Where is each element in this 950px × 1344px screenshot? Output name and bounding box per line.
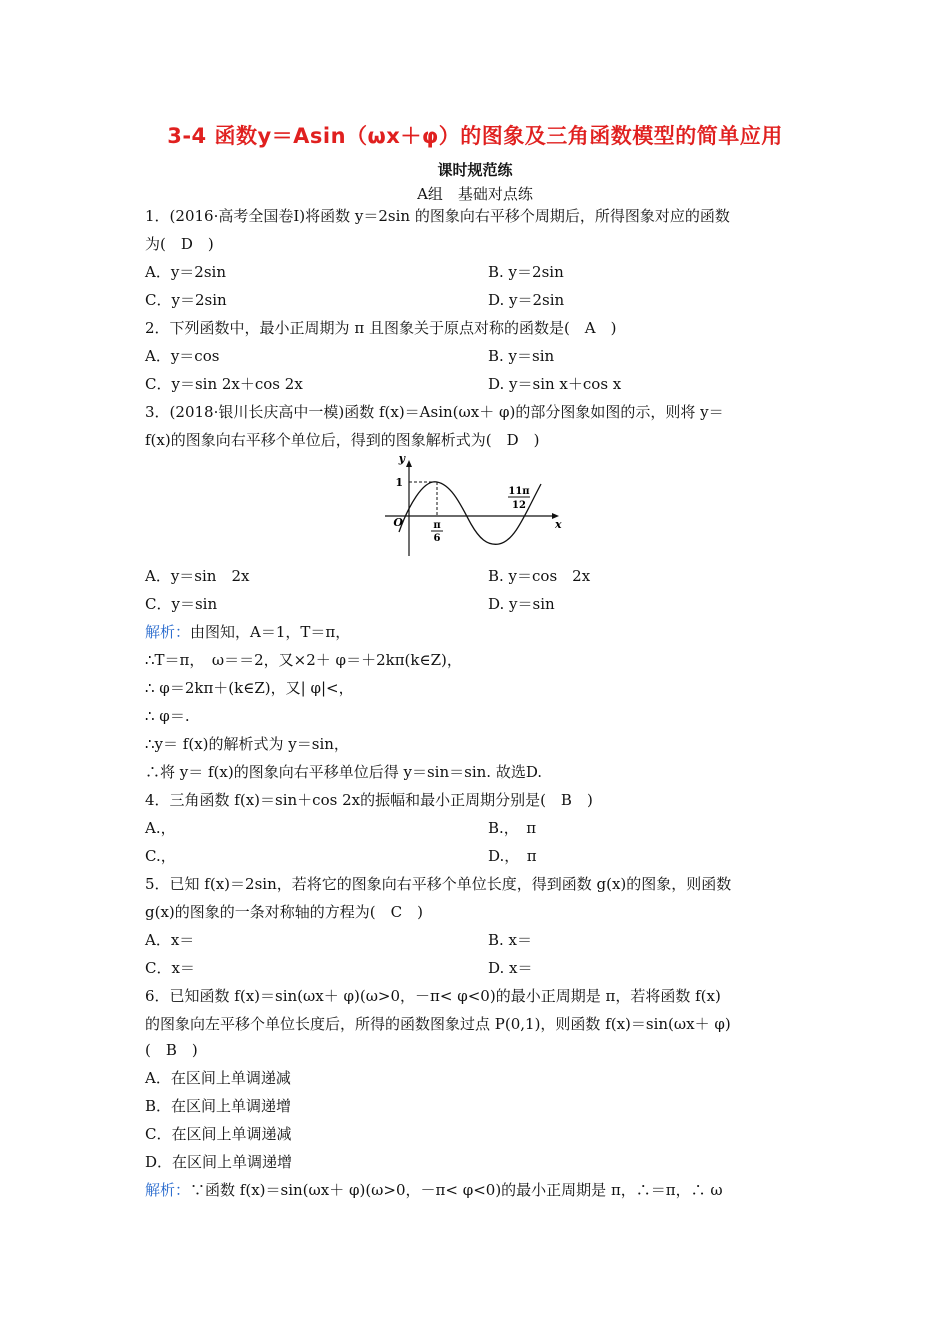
q5-option-c: C．x＝: [145, 959, 195, 977]
q1-stem-line1: 1．(2016·高考全国卷Ⅰ)将函数 y＝2sin 的图象向右平移个周期后，所得图象对应的函数: [145, 207, 730, 225]
q6-option-c: C．在区间上单调递减: [145, 1125, 292, 1143]
q6-stem-line3: ( B ): [145, 1041, 198, 1059]
q2-option-c: C．y＝sin 2x＋cos 2x: [145, 375, 303, 393]
q4-option-d: D.， π: [488, 847, 537, 865]
x-tick-11pi12-denominator: 12: [512, 500, 526, 511]
q3-stem-line1: 3．(2018·银川长庆高中一模)函数 f(x)＝Asin(ωx＋ φ)的部分图象如图的示，则将 y＝: [145, 403, 724, 421]
q6-analysis-text: ∵函数 f(x)＝sin(ωx＋ φ)(ω>0，－π< φ<0)的最小正周期是 π，∴＝π，∴ ω: [190, 1181, 723, 1199]
q5-stem-line2: g(x)的图象的一条对称轴的方程为( C ): [145, 903, 423, 921]
q1-stem-line2: 为( D ): [145, 235, 214, 253]
q3-analysis-line3: ∴ φ＝2kπ＋(k∈Z)，又| φ|<，: [145, 679, 354, 697]
analysis-label: 解析：: [145, 1181, 191, 1199]
page-subtitle: 课时规范练: [437, 161, 513, 179]
q4-option-b: B.， π: [488, 819, 537, 837]
q5-option-a: A．x＝: [145, 931, 195, 949]
q3-analysis-line2: ∴T＝π， ω＝＝2，又×2＋ φ＝＋2kπ(k∈Z)，: [145, 651, 462, 669]
q2-stem: 2．下列函数中，最小正周期为 π 且图象关于原点对称的函数是( A ): [145, 319, 617, 337]
q3-analysis-text: 由图知，A＝1，T＝π，: [190, 623, 351, 641]
q6-analysis-line1: [145, 1180, 723, 1200]
q3-analysis-line5: ∴y＝ f(x)的解析式为 y＝sin，: [145, 735, 349, 753]
q5-option-d: D. x＝: [488, 959, 533, 977]
q3-option-b: B. y＝cos 2x: [488, 567, 591, 585]
q6-stem-line2: 的图象向左平移个单位长度后，所得的函数图象过点 P(0,1)，则函数 f(x)＝sin(ωx＋ φ): [145, 1015, 731, 1033]
x-tick-pi6-numerator: π: [433, 520, 441, 531]
q4-option-a: A.，: [145, 819, 176, 837]
y-axis-arrow: [406, 460, 412, 467]
group-heading: A组 基础对点练: [417, 185, 533, 203]
y-axis-label: y: [398, 452, 405, 465]
q6-option-b: B．在区间上单调递增: [145, 1097, 292, 1115]
x-tick-pi6-denominator: 6: [433, 533, 441, 544]
x-tick-11pi12-numerator: 11π: [508, 486, 530, 497]
q4-option-c: C.，: [145, 847, 176, 865]
q5-option-b: B. x＝: [488, 931, 533, 949]
q6-option-d: D．在区间上单调递增: [145, 1153, 293, 1171]
y-tick-label: 1: [395, 476, 403, 489]
q3-option-c: C．y＝sin: [145, 595, 218, 613]
q3-option-d: D. y＝sin: [488, 595, 555, 613]
q3-analysis-line4: ∴ φ＝.: [145, 707, 190, 725]
q6-stem-line1: 6．已知函数 f(x)＝sin(ωx＋ φ)(ω>0，－π< φ<0)的最小正周期是 π，若将函数 f(x): [145, 987, 721, 1005]
q3-option-a: A．y＝sin 2x: [145, 567, 250, 585]
q2-option-d: D. y＝sin x＋cos x: [488, 375, 622, 393]
q2-option-a: A．y＝cos: [145, 347, 220, 365]
q3-analysis-line1: [145, 622, 350, 642]
q2-option-b: B. y＝sin: [488, 347, 555, 365]
q4-stem: 4．三角函数 f(x)＝sin＋cos 2x的振幅和最小正周期分别是( B ): [145, 791, 593, 809]
q1-option-a: A．y＝2sin: [145, 263, 227, 281]
q1-option-b: B. y＝2sin: [488, 263, 564, 281]
q1-option-c: C．y＝2sin: [145, 291, 227, 309]
x-axis-label: x: [555, 518, 562, 531]
q6-option-a: A．在区间上单调递减: [145, 1069, 291, 1087]
q3-stem-line2: f(x)的图象向右平移个单位后，得到的图象解析式为( D ): [145, 431, 540, 449]
analysis-label: 解析：: [145, 623, 191, 641]
q1-option-d: D. y＝2sin: [488, 291, 565, 309]
page-title: 3-4 函数y＝Asin（ωx＋φ）的图象及三角函数模型的简单应用: [167, 124, 783, 148]
q5-stem-line1: 5．已知 f(x)＝2sin，若将它的图象向右平移个单位长度，得到函数 g(x)的图象，则函数: [145, 875, 732, 893]
q3-analysis-line6: ∴将 y＝ f(x)的图象向右平移单位后得 y＝sin＝sin. 故选D.: [145, 763, 543, 781]
origin-label: O: [393, 516, 403, 529]
sine-graph-figure: [383, 452, 573, 560]
